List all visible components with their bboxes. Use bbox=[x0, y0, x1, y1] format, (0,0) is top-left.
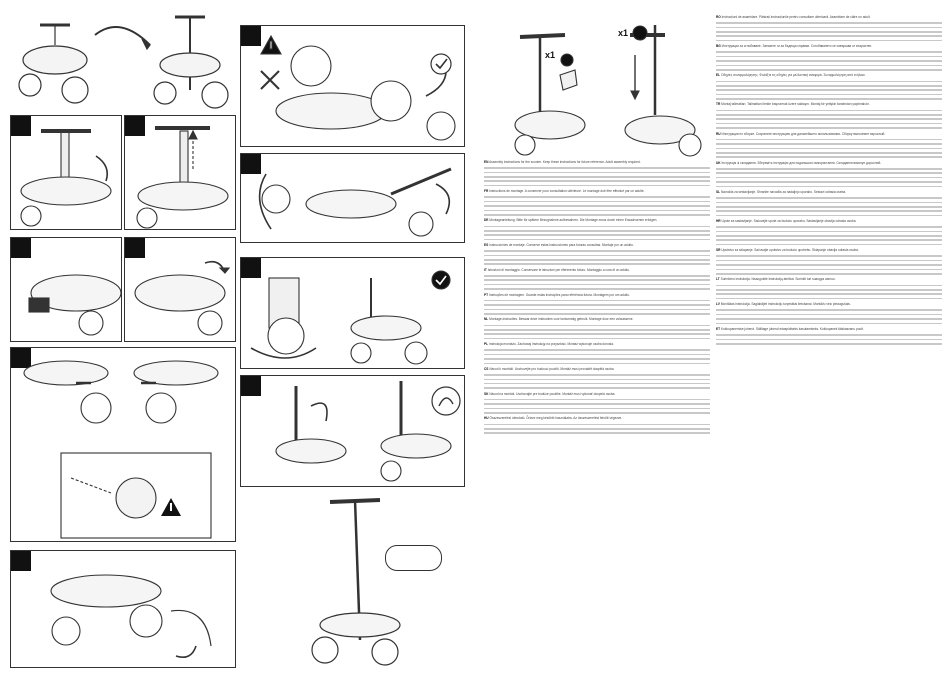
instruction-paragraph-pt: PT Instruções de montagem. Guarde estas instruções para referência futura. Montagem por um adulto. bbox=[484, 292, 630, 297]
text-lines bbox=[484, 275, 710, 290]
instructions-column-1 bbox=[484, 160, 710, 665]
step-1-drawing bbox=[11, 116, 122, 230]
step-9-drawing bbox=[241, 258, 465, 369]
text-lines bbox=[716, 51, 942, 70]
text-lines bbox=[716, 110, 942, 129]
instruction-paragraph-uk: UK Інструкція зі складання. Збережіть інструкцію для подальшого використання. Складання виконує дорослий. bbox=[716, 160, 882, 165]
instruction-paragraph-sl: SL Navodila za sestavljanje. Shranite navodila za nadaljnjo uporabo. Sestavi odrasla oseba. bbox=[716, 189, 847, 194]
instruction-paragraph-cs: CS Návod k montáži. Uschovejte pro budoucí použití. Montáž musí provádět dospělá osoba. bbox=[484, 366, 615, 371]
text-lines bbox=[716, 285, 942, 300]
text-lines bbox=[716, 22, 942, 41]
instruction-paragraph-el: EL Οδηγίες συναρμολόγησης. Φυλάξτε τις οδηγίες για μελλοντική αναφορά. Συναρμολόγηση από ενήλικα. bbox=[716, 73, 866, 78]
instruction-paragraph-hr: HR Upute za sastavljanje. Sačuvajte upute za buduću uporabu. Sastavljanje obavlja odrasla osoba. bbox=[716, 219, 857, 224]
instruction-paragraph-sk: SK Návod na montáž. Uschovajte pre budúce použitie. Montáž musí vykonať dospelá osoba. bbox=[484, 391, 616, 396]
text-lines bbox=[484, 250, 710, 265]
step-10-drawing bbox=[241, 376, 465, 487]
text-lines bbox=[716, 226, 942, 245]
step-5-drawing bbox=[11, 348, 236, 542]
final-scooter-drawing bbox=[300, 490, 410, 670]
text-lines bbox=[484, 374, 710, 389]
instruction-paragraph-et: ET Kokkupanemise juhend. Säilitage juhend edaspidiseks kasutamiseks. Kokkupanek täiskasvanu poolt. bbox=[716, 326, 864, 331]
warning-icon bbox=[261, 36, 281, 54]
instruction-paragraph-es: ES Instrucciones de montaje. Conserve estas instrucciones para futuras consultas. Montaje por un adulto. bbox=[484, 243, 634, 248]
step-panel-1 bbox=[10, 115, 122, 230]
text-lines bbox=[484, 349, 710, 364]
text-lines bbox=[484, 300, 710, 315]
text-lines bbox=[484, 196, 710, 215]
text-lines bbox=[716, 255, 942, 274]
top-conversion-illustration bbox=[10, 5, 235, 110]
text-lines bbox=[484, 226, 710, 241]
check-icon bbox=[432, 271, 450, 289]
instruction-paragraph-nl: NL Montage-instructies. Bewaar deze instructies voor toekomstig gebruik. Montage door een volwassene. bbox=[484, 317, 634, 322]
text-lines bbox=[484, 325, 710, 340]
step-panel-6 bbox=[10, 550, 236, 668]
check-icon bbox=[431, 54, 451, 74]
blank-label-badge bbox=[385, 545, 442, 571]
instruction-paragraph-ru: RU Инструкция по сборке. Сохраните инструкцию для дальнейшего использования. Сборку выполняет взрослый. bbox=[716, 131, 886, 136]
instruction-paragraph-hu: HU Összeszerelési útmutató. Őrizze meg későbbi használatra. Az összeszerelést felnőtt végezze. bbox=[484, 416, 623, 421]
step-2-drawing bbox=[125, 116, 236, 230]
final-scooter-illustration bbox=[300, 490, 410, 670]
step-panel-9 bbox=[240, 257, 465, 369]
text-lines bbox=[484, 167, 710, 186]
part-quantity-b: x1 bbox=[618, 28, 629, 38]
instruction-paragraph-tr: TR Montaj talimatları. Talimatları ileride başvurmak üzere saklayın. Montaj bir yetişkin tarafından yapılmalıdır. bbox=[716, 102, 870, 107]
instructions-column-2 bbox=[716, 15, 942, 665]
step-7-drawing bbox=[241, 26, 465, 147]
text-lines bbox=[716, 197, 942, 216]
parts-overview-illustration bbox=[505, 15, 705, 160]
text-lines bbox=[716, 168, 942, 187]
instruction-paragraph-fr: FR Instructions de montage. A conserver pour consultation ultérieure. Le montage doit être effectué par un adulte. bbox=[484, 189, 645, 194]
step-panel-7 bbox=[240, 25, 465, 147]
text-lines bbox=[716, 81, 942, 100]
instruction-paragraph-ro: RO Instrucțiuni de asamblare. Păstrați instrucțiunile pentru consultare ulterioară. Asamblare de către un adult. bbox=[716, 15, 871, 19]
step-3-drawing bbox=[11, 238, 122, 342]
instruction-paragraph-de: DE Montageanleitung. Bitte für spätere Bezugnahme aufbewahren. Die Montage muss durch einen Erwachsenen erfolgen. bbox=[484, 218, 658, 223]
text-lines bbox=[484, 424, 710, 434]
parts-overview-drawing bbox=[505, 15, 705, 160]
step-panel-2 bbox=[124, 115, 236, 230]
step-4-drawing bbox=[125, 238, 236, 342]
step-6-drawing bbox=[11, 551, 236, 668]
conversion-drawing bbox=[10, 5, 235, 110]
instruction-paragraph-sr: SR Uputstvo za sklapanje. Sačuvajte uputstvo za buduću upotrebu. Sklapanje obavlja odrasla osoba. bbox=[716, 248, 859, 253]
instruction-paragraph-it: IT Istruzioni di montaggio. Conservare le istruzioni per riferimento futuro. Montaggio a cura di un adulto. bbox=[484, 267, 630, 272]
step-panel-5 bbox=[10, 347, 236, 542]
step-panel-3 bbox=[10, 237, 122, 342]
text-lines bbox=[484, 399, 710, 414]
text-lines bbox=[716, 309, 942, 324]
step-panel-8 bbox=[240, 153, 465, 243]
step-panel-10 bbox=[240, 375, 465, 487]
no-icon bbox=[261, 71, 279, 89]
instruction-paragraph-en: EN Assembly instructions for the scooter. Keep these instructions for future reference. Adult assembly required. bbox=[484, 160, 641, 164]
instruction-paragraph-bg: BG Инструкции за сглобяване. Запазете ги за бъдещи справки. Сглобяването се извършва от възрастен. bbox=[716, 44, 873, 49]
text-lines bbox=[716, 139, 942, 158]
instruction-paragraph-lt: LT Surinkimo instrukcija. Išsaugokite instrukciją ateičiai. Surinkti turi suaugęs asmuo. bbox=[716, 277, 836, 282]
step-panel-4 bbox=[124, 237, 236, 342]
muscle-icon bbox=[432, 387, 460, 415]
instruction-paragraph-pl: PL Instrukcja montażu. Zachowaj instrukcję na przyszłość. Montaż wykonuje osoba dorosła. bbox=[484, 342, 614, 347]
text-lines bbox=[716, 334, 942, 344]
step-8-drawing bbox=[241, 154, 465, 243]
part-quantity-a: x1 bbox=[545, 50, 556, 60]
instruction-paragraph-lv: LV Montāžas instrukcija. Saglabājiet instrukciju turpmākai lietošanai. Montāžu veic pieaugušais. bbox=[716, 302, 851, 307]
